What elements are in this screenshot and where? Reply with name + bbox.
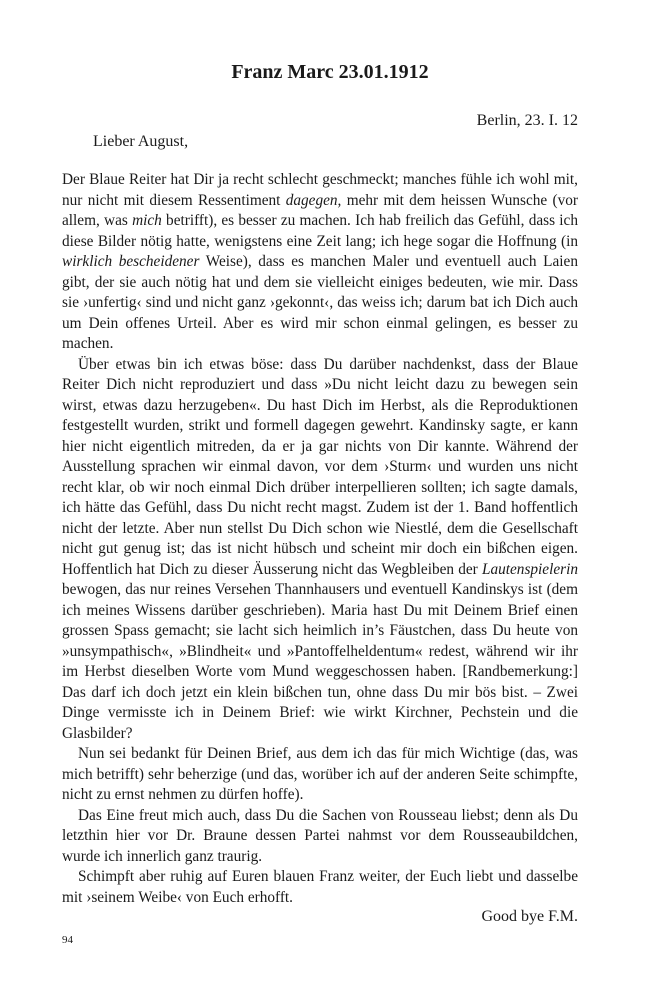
- paragraph-text: betrifft), es besser zu machen. Ich hab freilich das Gefühl, dass ich diese Bilder nötig hatte, wenigstens eine Zeit lang; ich hege sogar die Hoffnung (in: [62, 212, 578, 250]
- letter-paragraph: [62, 744, 578, 806]
- page-number: 94: [62, 934, 73, 946]
- italic-text: Lautenspielerin: [481, 560, 578, 578]
- italic-text: mich: [132, 212, 162, 229]
- italic-text: dagegen,: [285, 191, 342, 209]
- paragraph-text: Der Blaue Reiter hat Dir ja recht schlecht geschmeckt; manches fühle ich wohl mit, nur nicht mit diesem Ressentiment: [62, 171, 578, 209]
- letter-paragraph: [62, 867, 578, 908]
- paragraph-text: mehr mit dem heissen Wunsche (vor allem, was: [62, 191, 579, 229]
- letter-paragraph: [62, 355, 578, 745]
- letter-paragraph: [62, 170, 578, 355]
- paragraph-text: Schimpft aber ruhig auf Euren blauen Franz weiter, der Euch liebt und dasselbe mit ›seinem Weibe‹ von Euch erhofft.: [62, 868, 578, 906]
- salutation: Lieber August,: [93, 133, 189, 150]
- letter-body: [62, 170, 578, 908]
- paragraph-text: Das Eine freut mich auch, dass Du die Sachen von Rousseau liebst; denn als Du letzthin hier vor Dr. Braune dessen Partei nahmst vor dem Rousseaubildchen, wurde ich innerlich ganz traurig.: [62, 806, 578, 865]
- letter-paragraph: [62, 806, 578, 868]
- paragraph-text: bewogen, das nur reines Versehen Thannhausers und eventuell Kandinskys ist (dem ich meines Wissens darüber geschrieben). Maria hast Du mit Deinem Brief einen grossen Spass gemacht; sie lacht sich heimlich in’s Fäustchen, dass Du heute von »unsympathisch«, »Blindheit« und »Pantoffelheldentum« redest, während wir ihr im Herbst dieselben Worte vom Mund weggeschossen haben. [Randbemerkung:] Das darf ich doch jetzt ein klein bißchen tun, ohne dass Du mir bös bist. – Zwei Dinge vermisste ich in Deinem Brief: wie wirkt Kirchner, Pechstein und die Glasbilder?: [62, 581, 578, 742]
- paragraph-text: Weise), dass es manchen Maler und eventuell auch Laien gibt, der sie auch nötig hat und dem sie vielleicht einiges bedeuten, wie mir. Dass sie ›unfertig‹ sind und nicht ganz ›gekonnt‹, das weiss ich; darum bat ich Dich auch um Dein offenes Urteil. Aber es wird mir schon einmal gelingen, es besser zu machen.: [62, 253, 578, 352]
- paragraph-text: Nun sei bedankt für Deinen Brief, aus dem ich das für mich Wichtige (das, was mich betrifft) sehr beherzige (und das, worüber ich auf der anderen Seite schimpfte, nicht zu ernst nehmen zu dürfen hoffe).: [62, 745, 578, 803]
- dateline: Berlin, 23. I. 12: [476, 112, 578, 129]
- closing-signature: Good bye F.M.: [481, 908, 578, 925]
- paragraph-text: Über etwas bin ich etwas böse: dass Du darüber nachdenkst, dass der Blaue Reiter Dich nicht reproduziert und dass »Du nicht leicht dazu zu bewegen sein wirst, etwas dazu herzugeben«. Du hast Dich im Herbst, als die Reproduktionen festgestellt wurden, strikt und formell dagegen gewehrt. Kandinsky sagte, er kann hier nicht eigentlich mitreden, da er ja gar nichts von Dir kannte. Während der Ausstellung sprachen wir einmal davon, vor dem ›Sturm‹ und wurden uns nicht recht klar, ob wir noch einmal Dich drüber interpellieren sollten; ich sagte damals, ich hätte das Gefühl, dass Du nicht recht magst. Zudem ist der 1. Band hoffentlich nicht der letzte. Aber nun stellst Du Dich schon wie Niestlé, dem die Gesellschaft nicht gut genug ist; das ist nicht hübsch und scheint mir doch ein bißchen eigen. Hoffentlich hat Dich zu dieser Äusserung nicht das Wegbleiben der: [62, 355, 578, 578]
- italic-text: wirklich bescheidener: [62, 253, 200, 270]
- document-title: Franz Marc 23.01.1912: [231, 61, 429, 83]
